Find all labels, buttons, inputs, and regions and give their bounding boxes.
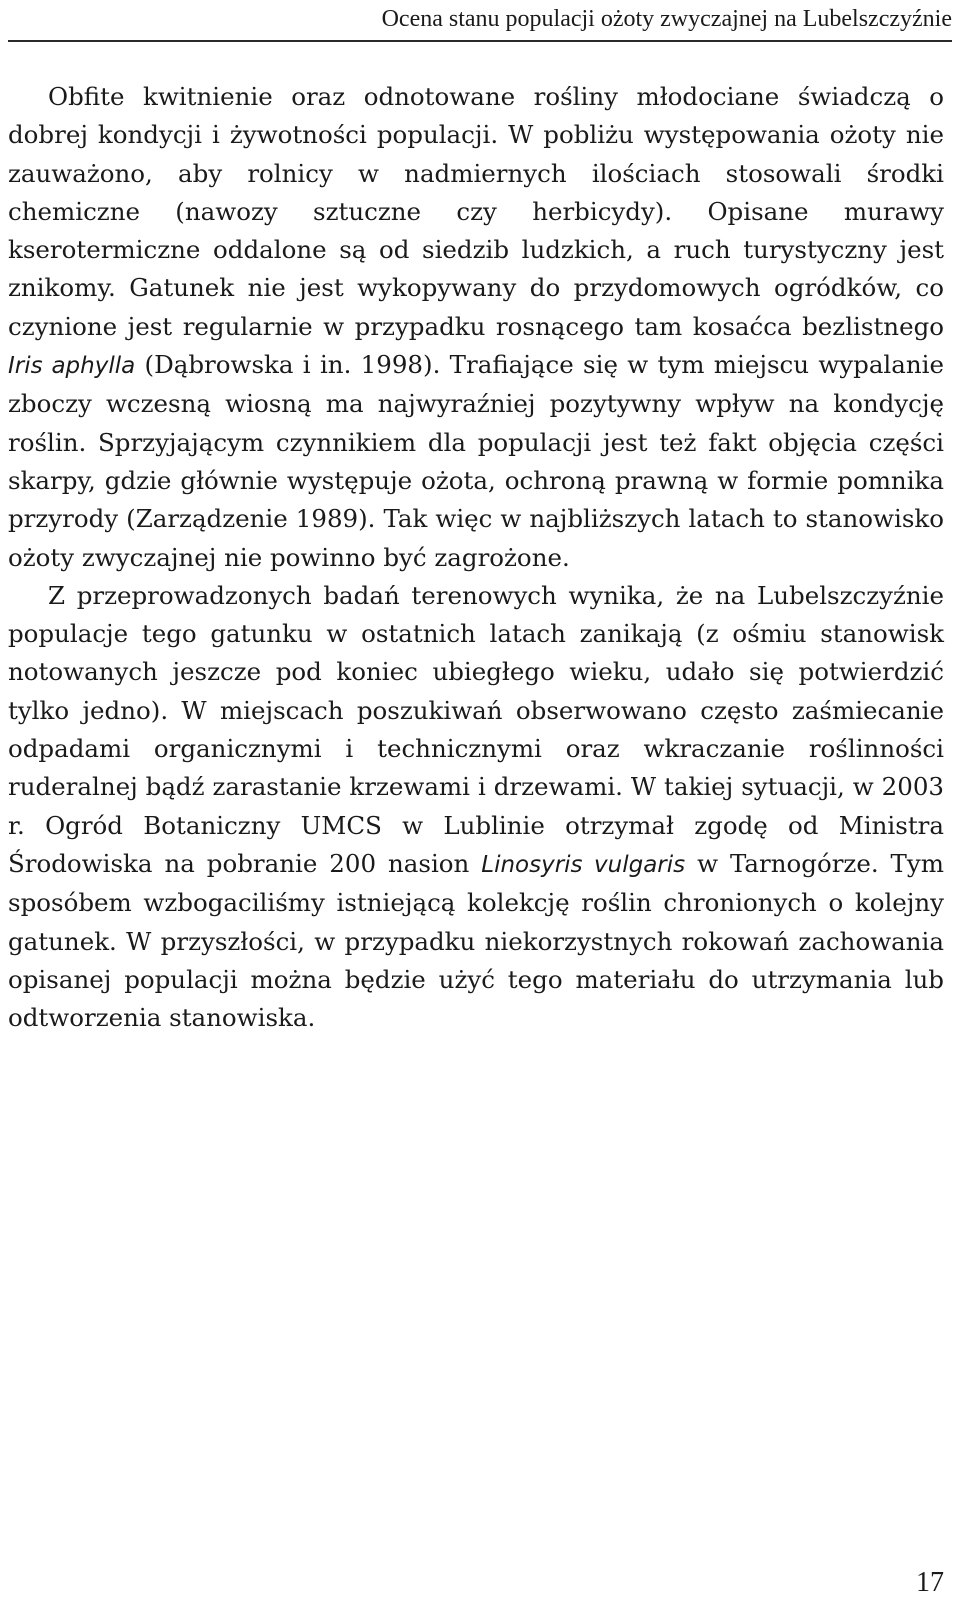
- body-text: [8, 78, 944, 1037]
- running-header: [8, 4, 952, 42]
- running-title: Ocena stanu populacji ożoty zwyczajnej na Lubelszczyźnie: [381, 6, 952, 32]
- taxon-iris-aphylla: Iris aphylla: [8, 353, 136, 380]
- taxon-linosyris-vulgaris: Linosyris vulgaris: [481, 851, 686, 878]
- paragraph-1-text-after: (Dąbrowska i in. 1998). Trafiające się w tym miejscu wypalanie zboczy wczesną wiosną ma najwyraźniej pozytywny wpływ na kondycję roślin. Sprzyjającym czynnikiem dla populacji jest też fakt objęcia części skarpy, gdzie głównie występuje ożota, ochroną prawną w formie pomnika przyrody (Zarządzenie 1989). Tak więc w najbliższych latach to stanowisko ożoty zwyczajnej nie powinno być zagrożone.: [8, 350, 944, 572]
- paragraph-2: [8, 577, 944, 1038]
- paragraph-1-text-before: Obfite kwitnienie oraz odnotowane rośliny młodociane świadczą o dobrej kondycji i żywotności populacji. W pobliżu występowania ożoty nie zauważono, aby rolnicy w nadmiernych ilościach stosowali środki chemiczne (nawozy sztuczne czy herbicydy). Opisane murawy kserotermiczne oddalone są od siedzib ludzkich, a ruch turystyczny jest znikomy. Gatunek nie jest wykopywany do przydomowych ogródków, co czynione jest regularnie w przypadku rosnącego tam kosaćca bezlistnego: [8, 82, 944, 341]
- paragraph-1: [8, 78, 944, 577]
- page-number: 17: [916, 1567, 944, 1598]
- paragraph-2-text-before: Z przeprowadzonych badań terenowych wynika, że na Lubelszczyźnie populacje tego gatunku w ostatnich latach zanikają (z ośmiu stanowisk notowanych jeszcze pod koniec ubiegłego wieku, udało się potwierdzić tylko jedno). W miejscach poszukiwań obserwowano często zaśmiecanie odpadami organicznymi i technicznymi oraz wkraczanie roślinności ruderalnej bądź zarastanie krzewami i drzewami. W takiej sytuacji, w 2003 r. Ogród Botaniczny UMCS w Lublinie otrzymał zgodę od Ministra Środowiska na pobranie 200 nasion: [8, 580, 944, 878]
- paragraph-2-text-after: w Tarnogórze. Tym sposóbem wzbogaciliśmy istniejącą kolekcję roślin chronionych o kolejny gatunek. W przyszłości, w przypadku niekorzystnych rokowań zachowania opisanej populacji można będzie użyć tego materiału do utrzymania lub odtworzenia stanowiska.: [8, 848, 944, 1033]
